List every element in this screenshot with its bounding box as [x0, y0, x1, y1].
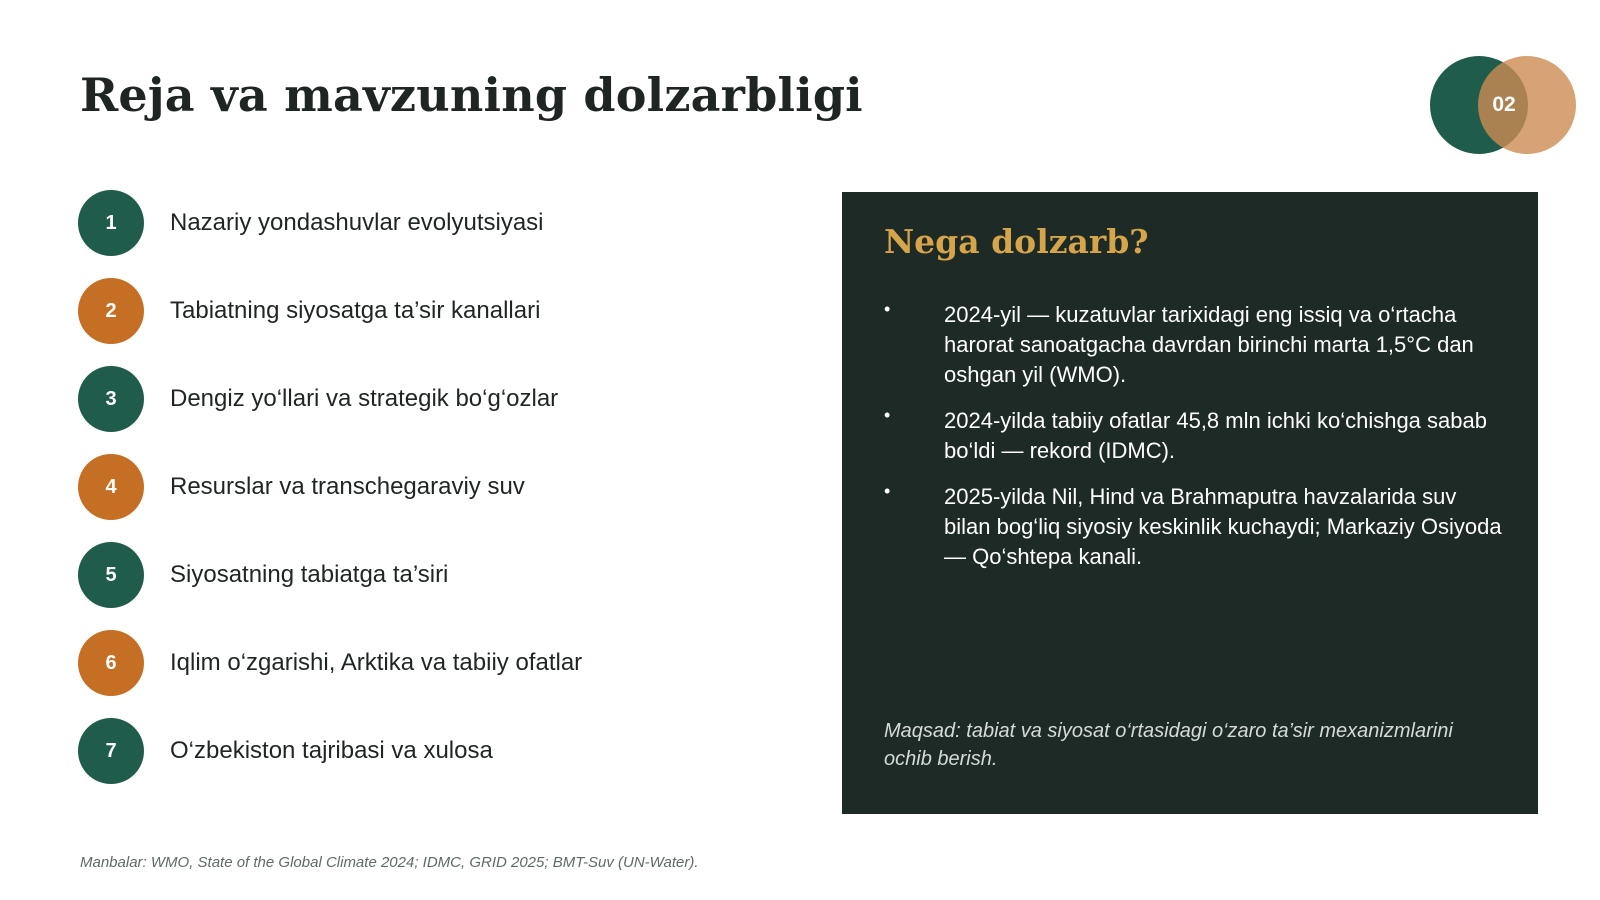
- sources-footnote: Manbalar: WMO, State of the Global Climate 2024; IDMC, GRID 2025; BMT-Suv (UN-Water).: [80, 854, 699, 871]
- slide-number: 02: [1492, 93, 1516, 116]
- slide-title: Reja va mavzuning dolzarbligi: [80, 68, 863, 122]
- agenda-item-label: Dengiz yo‘llari va strategik bo‘g‘ozlar: [170, 385, 559, 412]
- agenda-list: [78, 190, 778, 806]
- bullet-dot-icon: •: [884, 481, 891, 501]
- agenda-item-label: Nazariy yondashuvlar evolyutsiyasi: [170, 209, 544, 236]
- agenda-item-label: Iqlim o‘zgarishi, Arktika va tabiiy ofatlar: [170, 649, 583, 676]
- agenda-number-circle: 2: [78, 278, 144, 344]
- agenda-number-circle: 5: [78, 542, 144, 608]
- agenda-number-circle: 1: [78, 190, 144, 256]
- agenda-item-label: Siyosatning tabiatga ta’siri: [170, 561, 449, 588]
- agenda-item: [78, 366, 778, 432]
- bullet-text: 2025-yilda Nil, Hind va Brahmaputra havzalarida suv bilan bog‘liq siyosiy keskinlik kuchaydi; Markaziy Osiyoda — Qo‘shtepa kanali.: [944, 484, 1502, 569]
- agenda-item: [78, 278, 778, 344]
- panel-heading: Nega dolzarb?: [884, 222, 1149, 261]
- bullet-text: 2024-yil — kuzatuvlar tarixidagi eng issiq va o‘rtacha harorat sanoatgacha davrdan birinchi marta 1,5°C dan oshgan yil (WMO).: [944, 302, 1474, 387]
- bullet-text: 2024-yilda tabiiy ofatlar 45,8 mln ichki ko‘chishga sabab bo‘ldi — rekord (IDMC).: [944, 408, 1487, 463]
- bullet-dot-icon: •: [884, 299, 891, 319]
- agenda-item-label: Resurslar va transchegaraviy suv: [170, 473, 525, 500]
- bullet-item: [884, 406, 1504, 466]
- bullet-item: [884, 482, 1504, 572]
- bullet-list: [884, 300, 1504, 588]
- agenda-item-label: O‘zbekiston tajribasi va xulosa: [170, 737, 493, 764]
- agenda-item-label: Tabiatning siyosatga ta’sir kanallari: [170, 297, 541, 324]
- agenda-item: [78, 190, 778, 256]
- agenda-number-circle: 6: [78, 630, 144, 696]
- agenda-item: [78, 542, 778, 608]
- relevance-panel: [842, 192, 1538, 814]
- purpose-text: Maqsad: tabiat va siyosat o‘rtasidagi o‘zaro ta’sir mexanizmlarini ochib berish.: [884, 720, 1453, 770]
- agenda-number-circle: 7: [78, 718, 144, 784]
- agenda-item: [78, 454, 778, 520]
- agenda-item: [78, 630, 778, 696]
- bullet-item: [884, 300, 1504, 390]
- agenda-number-circle: 3: [78, 366, 144, 432]
- agenda-number-circle: 4: [78, 454, 144, 520]
- bullet-dot-icon: •: [884, 405, 891, 425]
- slide-number-badge: [1430, 56, 1580, 156]
- agenda-item: [78, 718, 778, 784]
